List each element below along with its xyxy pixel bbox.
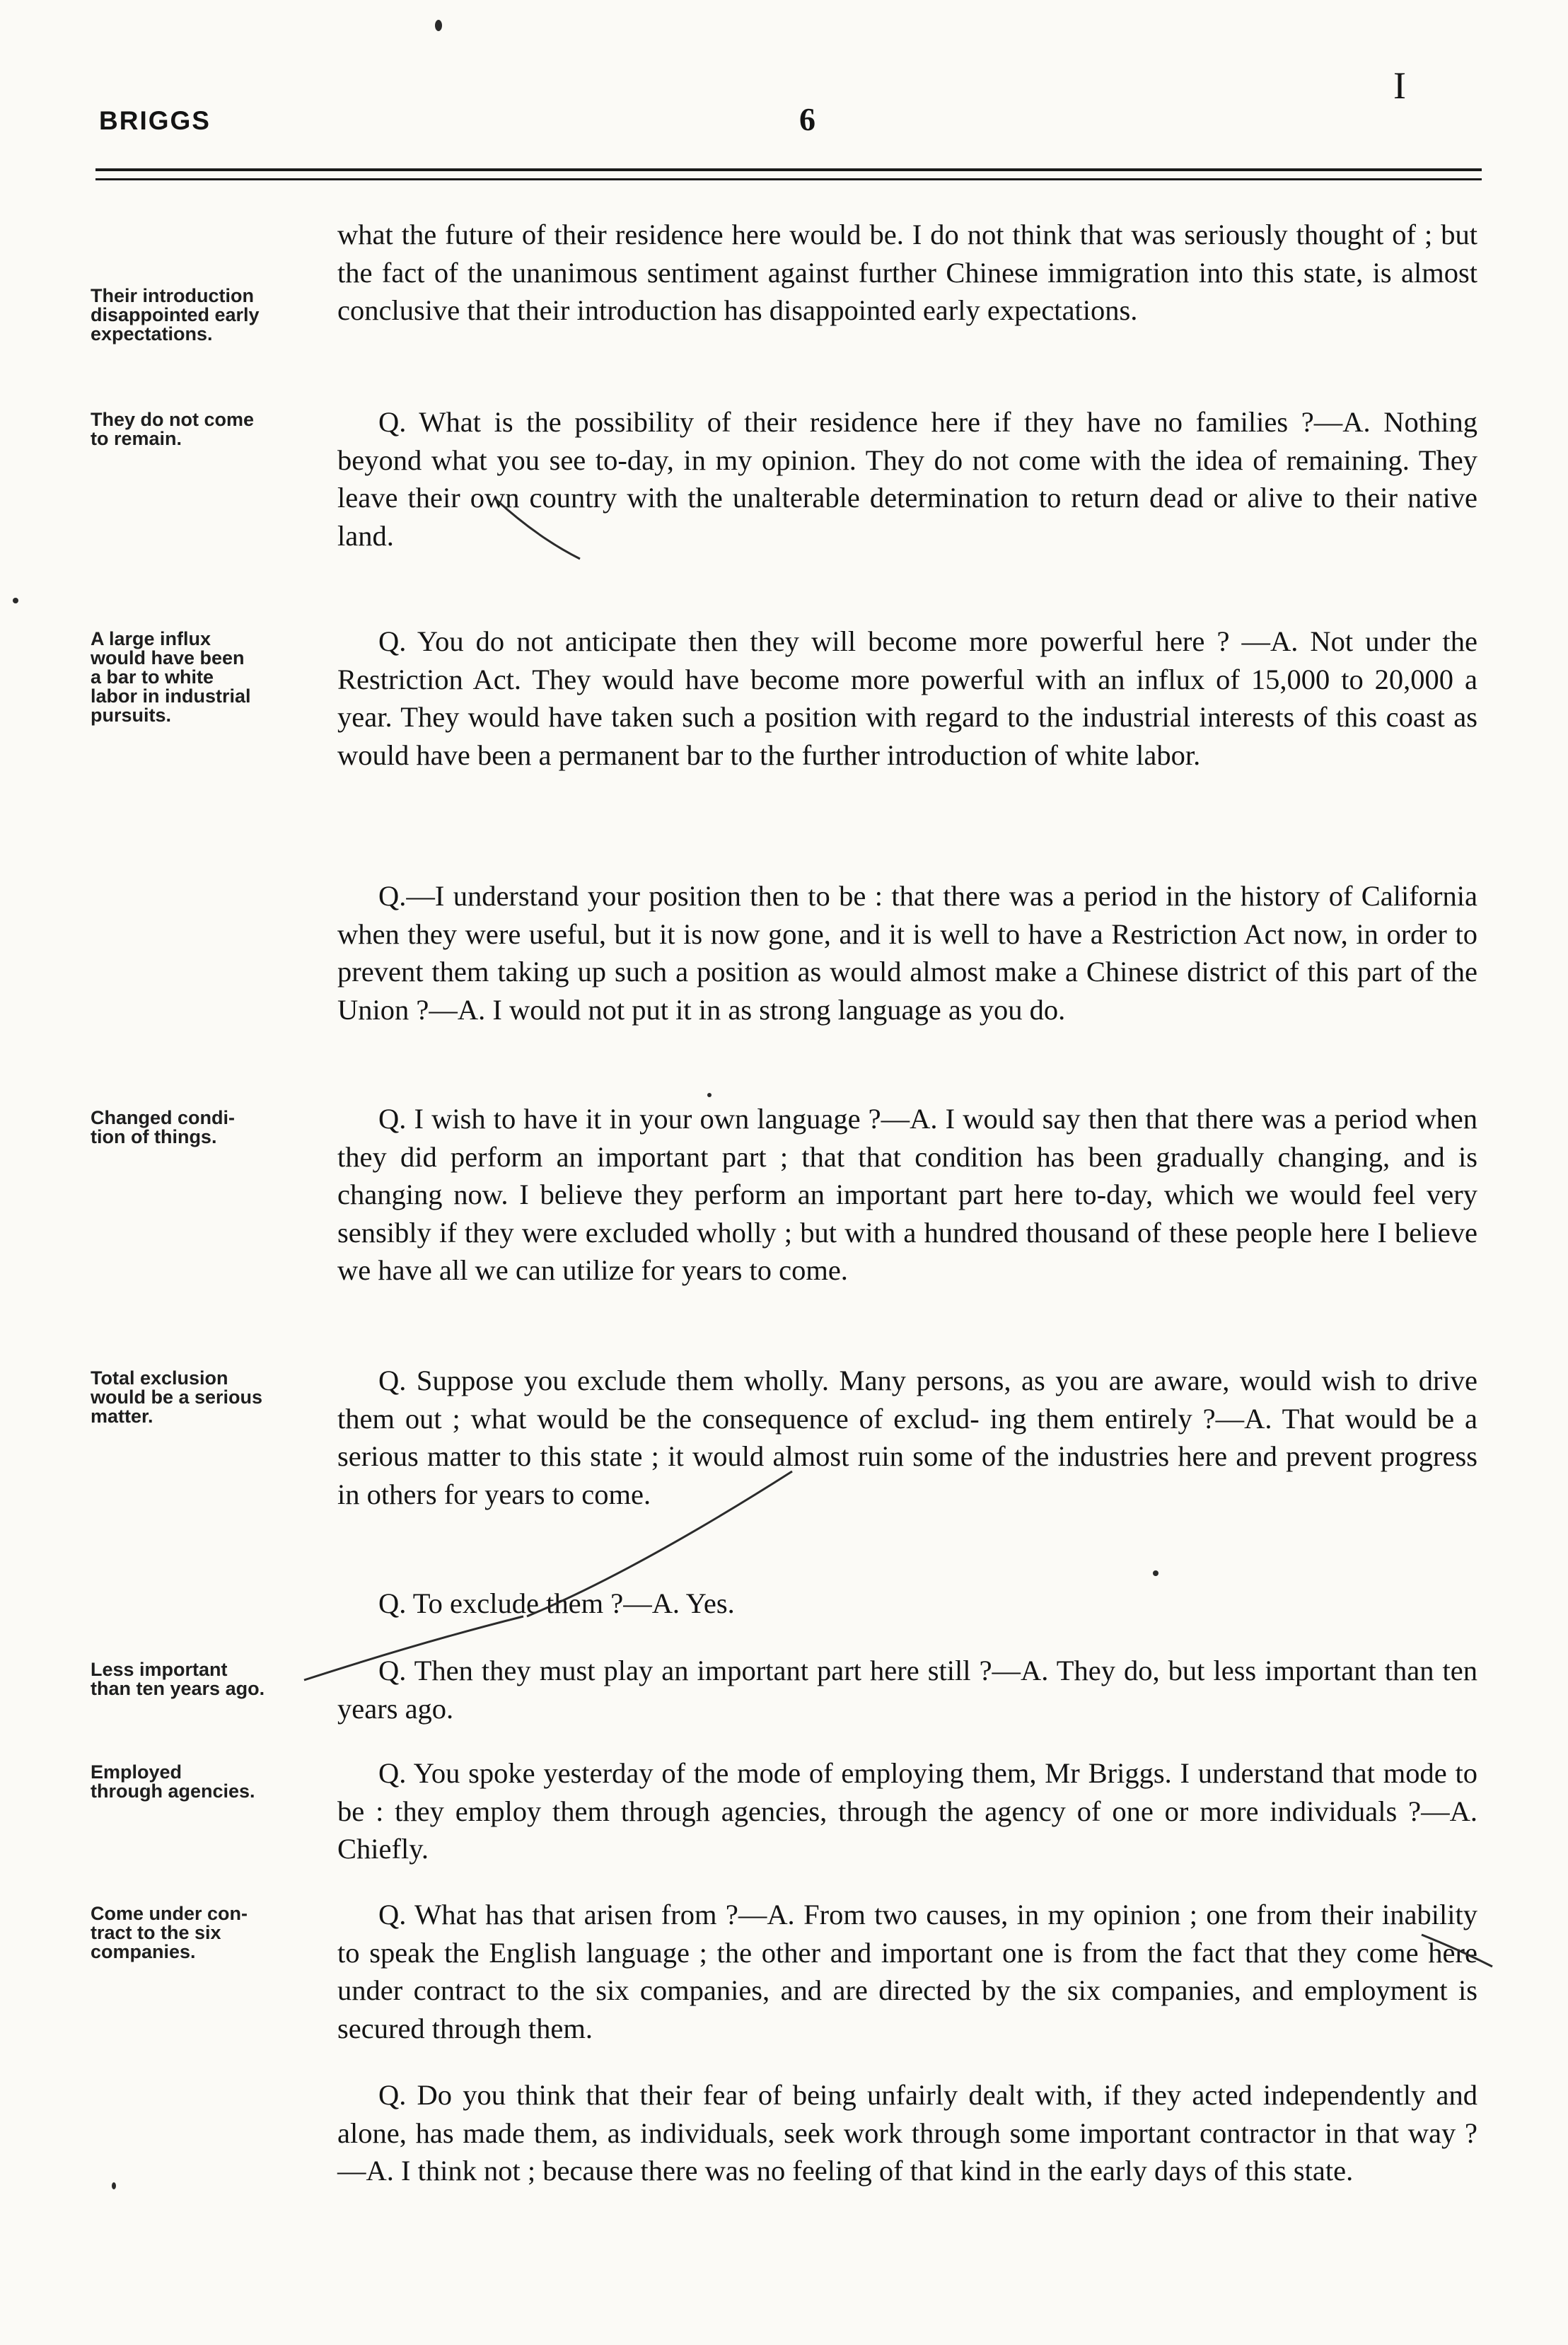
page-number: 6	[799, 101, 815, 137]
paragraph: Q. You do not anticipate then they will become more powerful here ? —A. Not under the Restriction Act. They would have become more powerful with an influx of 15,000 to 20,000 a year. They would have taken such a position with regard to the industrial interests of this coast as would have been a permanent bar to the further introduction of white labor.	[337, 625, 1477, 771]
paragraph: what the future of their residence here would be. I do not think that was seriously thought of ; but the fact of the unanimous sentiment against further Chinese immigration into this state, is almost conclusive that their introduction has disappointed early expectations.	[337, 219, 1477, 326]
margin-note: They do not come to remain.	[91, 409, 255, 449]
paragraph: Q. Suppose you exclude them wholly. Many persons, as you are aware, would wish to drive them out ; what would be the consequence of exclud- ing them entirely ?—A. That would be a serious matter to this state ; it would almost ruin some of the industries here and prevent progress in others for years to come.	[337, 1365, 1477, 1510]
paragraph: Q. I wish to have it in your own language ?—A. I would say then that there was a period when they did perform an important part ; that that condition has been gradually changing, and is changing now. I believe they perform an important part here to-day, which we would feel very sensibly if they were excluded wholly ; but with a hundred thousand of these people here I believe we have all we can utilize for years to come.	[337, 1103, 1477, 1286]
ink-speck	[707, 1093, 712, 1097]
paragraph: Q. What is the possibility of their residence here if they have no families ?—A. Nothing beyond what you see to-day, in my opinion. They do not come with the idea of remaining. They leave their own country with the unalterable determination to return dead or alive to their native land.	[337, 406, 1477, 552]
margin-note: Total exclusion would be a serious matter.	[91, 1367, 263, 1427]
margin-note: Their introduction disappointed early expectations.	[91, 285, 260, 344]
paragraph: Q. Then they must play an important part here still ?—A. They do, but less important than ten years ago.	[337, 1655, 1477, 1725]
pen-stroke	[495, 499, 580, 559]
paragraph: Q.—I understand your position then to be : that there was a period in the history of California when they were useful, but it is now gone, and it is well to have a Restriction Act now, in order to prevent them taking up such a position as would almost make a Chinese district of this part of the Union ?—A. I would not put it in as strong language as you do.	[337, 880, 1477, 1026]
margin-note: Come under con- tract to the six companies.	[91, 1903, 248, 1962]
margin-note: Changed condi- tion of things.	[91, 1107, 235, 1147]
ink-speck	[1153, 1570, 1158, 1576]
corner-mark: I	[1393, 64, 1406, 107]
pen-stroke	[304, 1616, 523, 1680]
ink-speck	[13, 598, 18, 603]
paragraph: Q. To exclude them ?—A. Yes.	[378, 1587, 735, 1619]
paragraph: Q. What has that arisen from ?—A. From two causes, in my opinion ; one from their inability to speak the English language ; the other and important one is from the fact that they come here under contract to the six companies, and are directed by the six companies, and employment is secured through them.	[337, 1899, 1477, 2044]
margin-note: Less important than ten years ago.	[91, 1659, 265, 1699]
margin-note: A large influx would have been a bar to white labor in industrial pursuits.	[91, 628, 251, 726]
paragraph: Q. Do you think that their fear of being unfairly dealt with, if they acted independently and alone, has made them, as individuals, seek work through some important contractor in that way ?—A. I think not ; because there was no feeling of that kind in the early days of this state.	[337, 2079, 1477, 2187]
pen-stroke	[527, 1471, 792, 1616]
pen-stroke	[1422, 1935, 1492, 1967]
paragraph: Q. You spoke yesterday of the mode of employing them, Mr Briggs. I understand that mode to be : they employ them through agencies, through the agency of one or more individuals ?—A. Chiefly.	[337, 1757, 1477, 1865]
running-head: BRIGGS	[99, 106, 211, 135]
margin-note: Employed through agencies.	[91, 1761, 255, 1802]
ink-speck	[112, 2182, 116, 2189]
ink-speck	[435, 20, 442, 31]
